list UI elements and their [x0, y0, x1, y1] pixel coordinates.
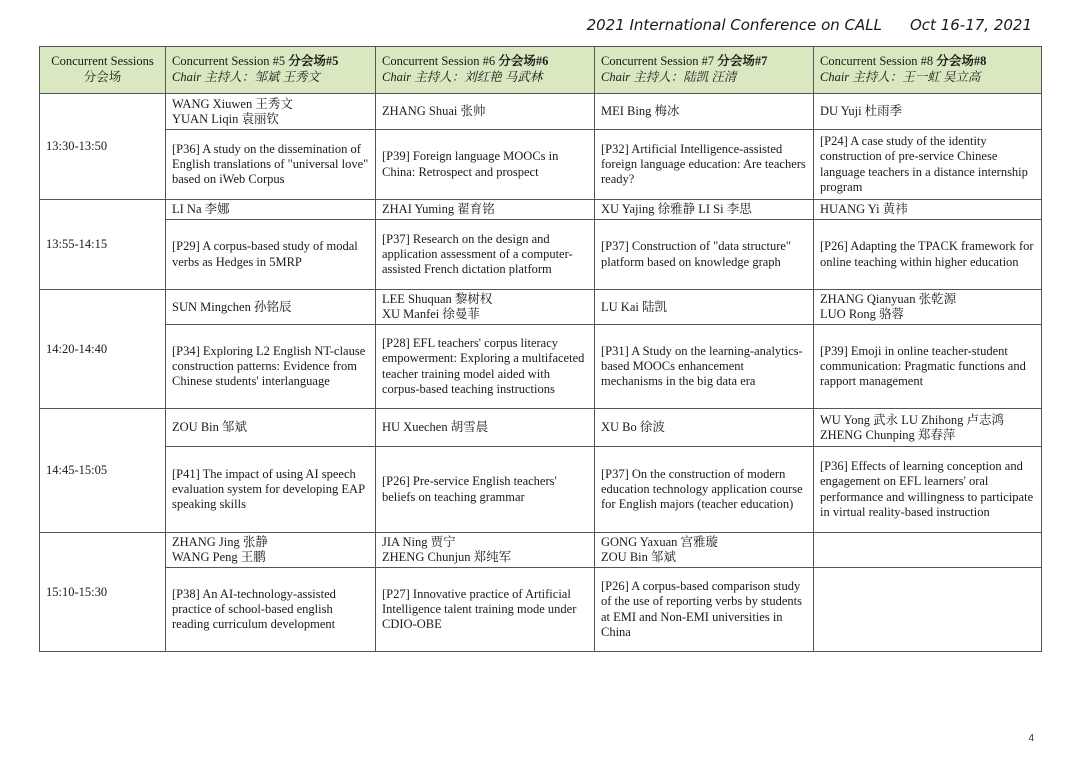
- speaker-cell: ZHANG Jing 张静 WANG Peng 王鹏: [166, 533, 376, 568]
- paper-cell: [P37] On the construction of modern education technology application course for English majors (teacher education): [595, 447, 814, 533]
- time-slot: 14:20-14:40: [40, 290, 166, 409]
- paper-cell: [P39] Emoji in online teacher-student communication: Pragmatic functions and rapport management: [814, 325, 1042, 409]
- time-header-cn: 分会场: [83, 70, 122, 84]
- time-slot: 14:45-15:05: [40, 409, 166, 533]
- session-title: Concurrent Session #5: [172, 54, 286, 69]
- session-title: Concurrent Session #8: [820, 54, 934, 69]
- speaker-cell: ZHAI Yuming 翟育铭: [376, 200, 595, 220]
- speaker-cell: XU Bo 徐波: [595, 409, 814, 447]
- speaker-cell: LU Kai 陆凯: [595, 290, 814, 325]
- session-title: Concurrent Session #6: [382, 54, 496, 69]
- paper-cell: [P31] A Study on the learning-analytics-based MOOCs enhancement mechanisms in the big data era: [595, 325, 814, 409]
- paper-cell: [P36] Effects of learning conception and engagement on EFL learners' oral performance and willingness to participate in virtual reality-based instruction: [814, 447, 1042, 533]
- speaker-cell: HUANG Yi 黄祎: [814, 200, 1042, 220]
- paper-cell: [P24] A case study of the identity construction of pre-service Chinese language teachers in a distance internship program: [814, 130, 1042, 200]
- paper-cell: [P36] A study on the dissemination of English translations of "universal love" based on iWeb Corpus: [166, 130, 376, 200]
- session-title-cn: 分会场#6: [498, 54, 549, 69]
- speaker-cell: WANG Xiuwen 王秀文 YUAN Liqin 袁丽钦: [166, 94, 376, 130]
- paper-row-5: [40, 568, 1042, 652]
- paper-cell: [P34] Exploring L2 English NT-clause construction patterns: Evidence from Chinese students' interlanguage: [166, 325, 376, 409]
- header-cell-session-5: [166, 47, 376, 94]
- header-row: [40, 47, 1042, 94]
- session-title-cn: 分会场#5: [288, 54, 339, 69]
- time-header-en: Concurrent Sessions: [51, 54, 154, 69]
- session-title-cn: 分会场#8: [936, 54, 987, 69]
- speaker-cell: ZOU Bin 邹斌: [166, 409, 376, 447]
- time-slot: 15:10-15:30: [40, 533, 166, 652]
- speaker-cell: [814, 533, 1042, 568]
- speaker-cell: XU Yajing 徐雅静 LI Si 李思: [595, 200, 814, 220]
- session-chair: Chair 主持人：王一虹 吴立高: [820, 70, 981, 84]
- speaker-row-5: [40, 533, 1042, 568]
- speaker-row-1: [40, 94, 1042, 130]
- header-cell-session-8: [814, 47, 1042, 94]
- speaker-row-3: [40, 290, 1042, 325]
- time-slot: 13:55-14:15: [40, 200, 166, 290]
- paper-cell: [P26] Pre-service English teachers' beliefs on teaching grammar: [376, 447, 595, 533]
- speaker-cell: HU Xuechen 胡雪晨: [376, 409, 595, 447]
- speaker-cell: GONG Yaxuan 宫雅璇 ZOU Bin 邹斌: [595, 533, 814, 568]
- speaker-cell: DU Yuji 杜雨季: [814, 94, 1042, 130]
- paper-cell: [P39] Foreign language MOOCs in China: Retrospect and prospect: [376, 130, 595, 200]
- session-title: Concurrent Session #7: [601, 54, 715, 69]
- paper-cell: [P37] Research on the design and application assessment of a computer-assisted French dictation platform: [376, 220, 595, 290]
- page-number: 4: [1028, 733, 1034, 744]
- paper-cell: [P37] Construction of "data structure" platform based on knowledge graph: [595, 220, 814, 290]
- speaker-cell: LEE Shuquan 黎树权 XU Manfei 徐曼菲: [376, 290, 595, 325]
- speaker-row-4: [40, 409, 1042, 447]
- speaker-cell: SUN Mingchen 孙铭辰: [166, 290, 376, 325]
- paper-cell: [P38] An AI-technology-assisted practice of school-based english reading curriculum development: [166, 568, 376, 652]
- paper-row-3: [40, 325, 1042, 409]
- paper-cell: [P32] Artificial Intelligence-assisted foreign language education: Are teachers ready?: [595, 130, 814, 200]
- page-header: [587, 16, 1032, 34]
- speaker-cell: ZHANG Shuai 张帅: [376, 94, 595, 130]
- time-slot: 13:30-13:50: [40, 94, 166, 200]
- paper-cell: [P26] Adapting the TPACK framework for online teaching within higher education: [814, 220, 1042, 290]
- paper-row-2: [40, 220, 1042, 290]
- header-cell-session-7: [595, 47, 814, 94]
- header-cell-session-6: [376, 47, 595, 94]
- speaker-row-2: [40, 200, 1042, 220]
- session-chair: Chair 主持人：邹斌 王秀文: [172, 70, 320, 84]
- paper-cell: [P26] A corpus-based comparison study of the use of reporting verbs by students at EMI and Non-EMI universities in China: [595, 568, 814, 652]
- paper-row-4: [40, 447, 1042, 533]
- paper-row-1: [40, 130, 1042, 200]
- paper-cell: [P29] A corpus-based study of modal verbs as Hedges in 5MRP: [166, 220, 376, 290]
- speaker-cell: ZHANG Qianyuan 张乾源 LUO Rong 骆蓉: [814, 290, 1042, 325]
- speaker-cell: LI Na 李娜: [166, 200, 376, 220]
- session-chair: Chair 主持人：刘红艳 马武林: [382, 70, 543, 84]
- speaker-cell: JIA Ning 贾宁 ZHENG Chunjun 郑纯军: [376, 533, 595, 568]
- session-title-cn: 分会场#7: [717, 54, 768, 69]
- speaker-cell: MEI Bing 梅冰: [595, 94, 814, 130]
- schedule-table: [39, 46, 1042, 652]
- paper-cell: [P28] EFL teachers' corpus literacy empowerment: Exploring a multifaceted teacher training model aided with corpus-based teaching instructions: [376, 325, 595, 409]
- speaker-cell: WU Yong 武永 LU Zhihong 卢志鸿 ZHENG Chunping 郑春萍: [814, 409, 1042, 447]
- conference-dates: Oct 16-17, 2021: [910, 16, 1032, 34]
- paper-cell: [P41] The impact of using AI speech evaluation system for developing EAP speaking skills: [166, 447, 376, 533]
- paper-cell: [P27] Innovative practice of Artificial Intelligence talent training mode under CDIO-OBE: [376, 568, 595, 652]
- conference-title: 2021 International Conference on CALL: [586, 16, 882, 34]
- paper-cell: [814, 568, 1042, 652]
- header-cell-time: [40, 47, 166, 94]
- session-chair: Chair 主持人：陆凯 汪清: [601, 70, 737, 84]
